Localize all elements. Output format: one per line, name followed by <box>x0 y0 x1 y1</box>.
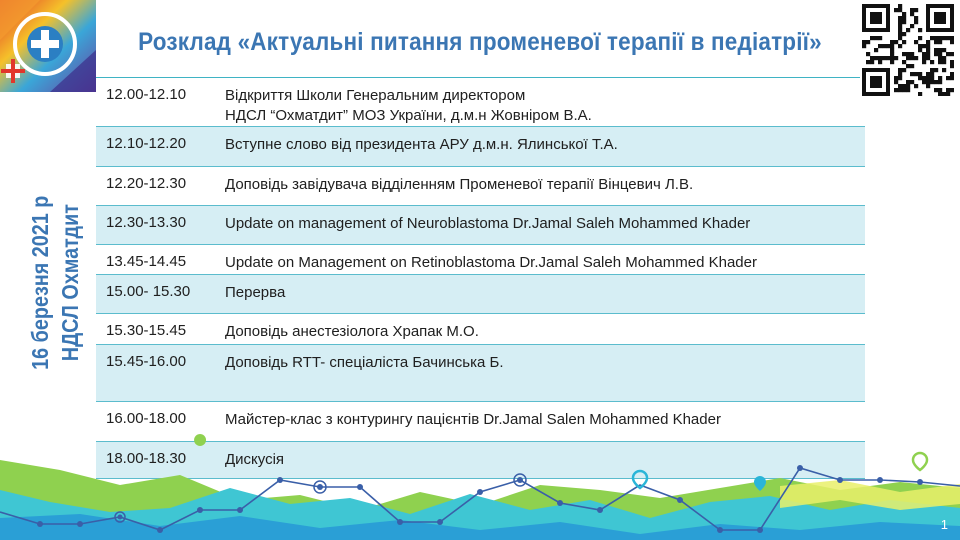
schedule-time: 18.00-18.30 <box>106 450 187 467</box>
schedule-time: 15.30-15.45 <box>106 322 187 339</box>
schedule-description-line: НДСЛ “Охматдит” МОЗ України, д.м.н Жовніром В.А. <box>225 107 592 124</box>
qr-code[interactable] <box>862 4 954 96</box>
schedule-time: 12.20-12.30 <box>106 175 187 192</box>
event-date: 16 березня 2021 р <box>27 195 53 371</box>
schedule-description: Перерва <box>225 284 286 301</box>
schedule-row <box>96 206 865 245</box>
schedule-description: Майстер-клас з контурингу пацієнтів Dr.Jamal Salen Mohammed Khader <box>225 411 721 428</box>
schedule-description: Доповідь RTT- спеціаліста Бачинська Б. <box>225 354 504 371</box>
schedule-description <box>225 86 592 126</box>
schedule-description: Доповідь анестезіолога Храпак М.О. <box>225 323 479 340</box>
schedule-time: 15.00- 15.30 <box>106 283 191 300</box>
schedule-row <box>96 275 865 314</box>
schedule-table <box>96 78 865 479</box>
event-date-location <box>20 178 90 388</box>
event-location: НДСЛ Охматдит <box>57 204 83 362</box>
schedule-time: 16.00-18.00 <box>106 410 187 427</box>
schedule-row <box>96 345 865 402</box>
schedule-row <box>96 314 865 345</box>
schedule-description: Дискусія <box>225 451 285 468</box>
schedule-description: Вступне слово від президента АРУ д.м.н. Ялинської Т.А. <box>225 136 618 153</box>
schedule-row <box>96 245 865 275</box>
schedule-description: Update on Management on Retinoblastoma Dr.Jamal Saleh Mohammed Khader <box>225 254 757 271</box>
schedule-row <box>96 167 865 206</box>
schedule-time: 13.45-14.45 <box>106 253 187 270</box>
schedule-row <box>96 78 865 127</box>
schedule-description: Update on management of Neuroblastoma Dr.Jamal Saleh Mohammed Khader <box>225 215 751 232</box>
page-number: 1 <box>940 517 948 532</box>
schedule-row <box>96 127 865 167</box>
schedule-time: 15.45-16.00 <box>106 353 187 370</box>
schedule-description: Доповідь завідувача відділенням Променевої терапії Вінцевич Л.В. <box>225 176 694 193</box>
schedule-time: 12.10-12.20 <box>106 135 187 152</box>
page-title: Розклад «Актуальні питання променевої терапії в педіатрії» <box>138 28 822 56</box>
schedule-description-line: Відкриття Школи Генеральним директором <box>225 87 526 104</box>
organization-logo <box>0 0 96 92</box>
schedule-time: 12.30-13.30 <box>106 214 187 231</box>
decorative-footer-waves <box>0 430 960 540</box>
schedule-time: 12.00-12.10 <box>106 86 187 103</box>
